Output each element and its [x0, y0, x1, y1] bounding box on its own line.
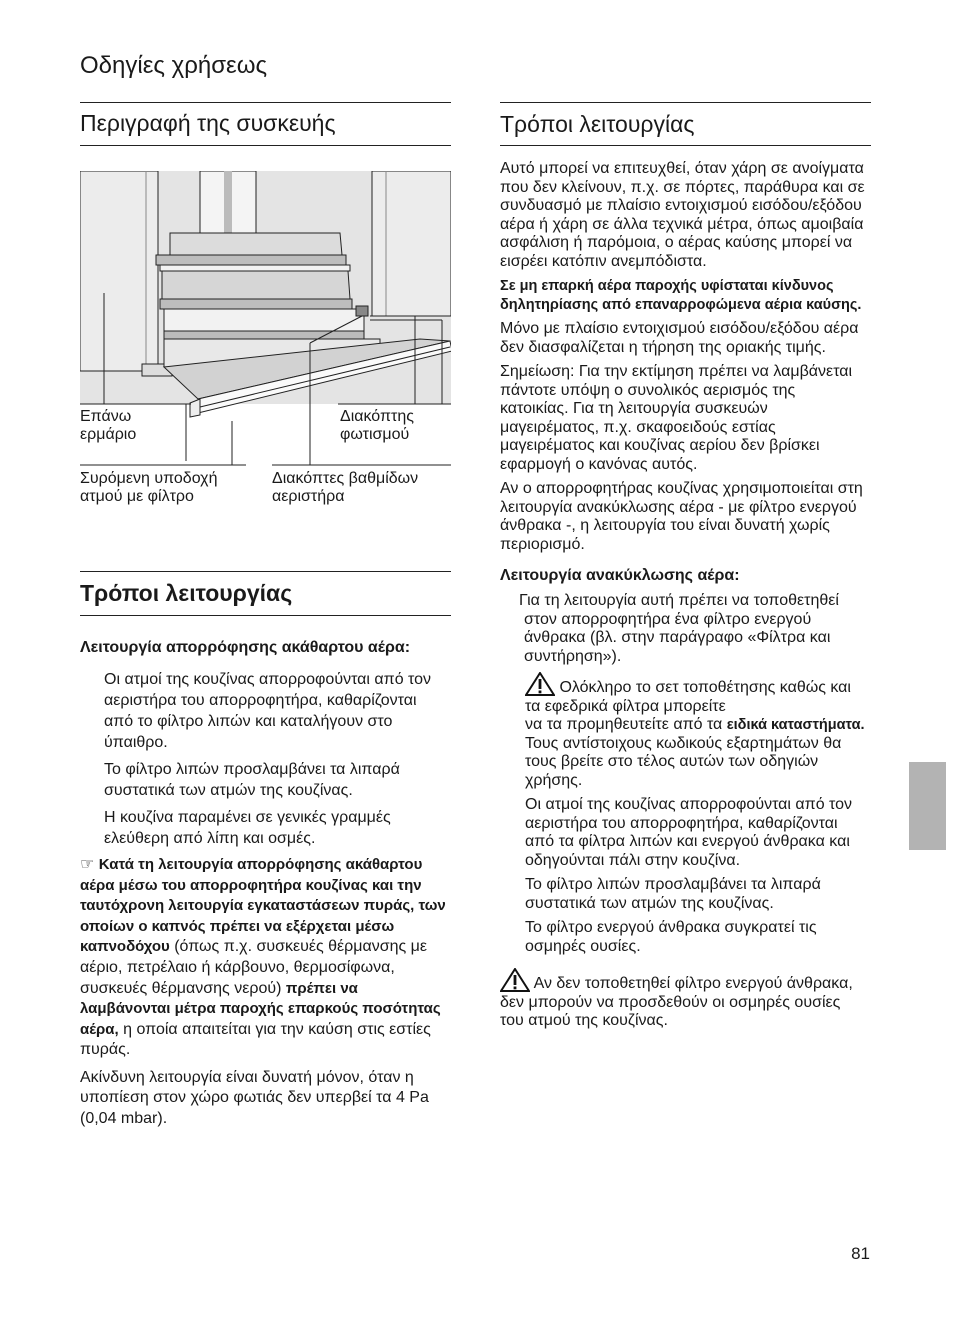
kit-text-part: Ολόκληρο το σετ τοποθέτησης καθώς και τα εφεδρικά φίλτρα μπορείτε: [525, 679, 851, 715]
chapter-tab: [909, 762, 946, 850]
kit-note: [500, 672, 868, 956]
paragraph: Μόνο με πλαίσιο εντοιχισμού εισόδου/εξόδου αέρα δεν διασφαλίζεται η τήρηση της οριακής τιμής.: [500, 320, 859, 356]
page-title: Οδηγίες χρήσεως: [80, 52, 268, 79]
label-light-switch: [340, 408, 414, 444]
label-upper-cabinet: [80, 408, 136, 444]
paragraph: Αυτό μπορεί να επιτευχθεί, όταν χάρη σε ανοίγματα που δεν κλείνουν, π.χ. σε πόρτες, παράθυρα και σε συνδυασμό με πλαίσιο εντοιχισμού εισόδου/εξόδου αέρα ή χάρη σε άλλα τεχνικά μέτρα, όπως αμοιβαία ασφάλιση ή παρόμοια, ο αέρας καύσης μπορεί να εισρέει κατόπιν ανεμπόδιστα.: [500, 160, 865, 270]
note-bold: Κατά τη λειτουργία απορρόφησης ακάθαρτου αέρα μέσω του απορροφητήρα κουζίνας και την ταυτόχρονη λειτουργία εγκαταστάσεων πυράς, των οποίων ο καπνός πρέπει να εξέρχεται μέσω καπνοδόχου: [80, 856, 446, 956]
appliance-illustration: [80, 171, 451, 591]
divider: [80, 145, 451, 146]
kit-text-part: να τα προμηθευτείτε από τα: [525, 716, 727, 733]
exhaust-paragraph: Η κουζίνα παραμένει σε γενικές γραμμές ελεύθερη από λίπη και οσμές.: [104, 809, 391, 847]
note-bold: πρέπει να λαμβάνονται μέτρα παροχής επαρκούς ποσότητας αέρα,: [80, 979, 441, 1038]
label-line: ατμού με φίλτρο: [80, 488, 194, 505]
exhaust-heading: Λειτουργία απορρόφησης ακάθαρτου αέρα:: [80, 639, 411, 656]
note-text: η οποία απαιτείται για την καύση στις εστίες πυράς.: [80, 1020, 431, 1059]
label-fan-switches: [272, 470, 418, 506]
divider: [80, 571, 451, 572]
divider: [80, 615, 451, 616]
paragraph: Σημείωση: Για την εκτίμηση πρέπει να λαμβάνεται πάντοτε υπόψη ο συνολικός αερισμός της κατοικίας. Για τη λειτουργία συσκευών μαγειρέματος, π.χ. σκαφοειδούς εστίας μαγειρέματος και κουζίνας αερίου δεν βρίσκει εφαρμογή ο κανόνας αυτός.: [500, 363, 853, 473]
label-line: ερμάριο: [80, 426, 137, 443]
poisoning-warning: Σε μη επαρκή αέρα παροχής υφίσταται κίνδυνος δηλητηρίασης από επαναρροφώμενα αέρια καύσης.: [500, 278, 862, 313]
warning-triangle-icon: [500, 968, 530, 992]
divider: [500, 102, 871, 103]
paragraph: Το φίλτρο λιπών προσλαμβάνει τα λιπαρά συστατικά των ατμών της κουζίνας.: [525, 876, 821, 912]
label-line: Διακόπτης: [340, 408, 414, 425]
exhaust-paragraph: Οι ατμοί της κουζίνας απορροφούνται από τον αεριστήρα του απορροφητήρα, καθαρίζονται από το φίλτρο λιπών και καταλήγουν στο ύπαιθρο.: [104, 671, 432, 751]
label-line: αεριστήρα: [272, 488, 345, 505]
note-text: (όπως π.χ. συσκευές θέρμανσης με αέριο, πετρέλαιο ή κάρβουνο, θερμοσίφωνα, συσκευές θέρμανσης νερού): [80, 938, 428, 997]
paragraph: Το φίλτρο ενεργού άνθρακα συγκρατεί τις οσμηρές ουσίες.: [525, 919, 817, 955]
label-line: φωτισμού: [340, 426, 410, 443]
kit-text-bold: ειδικά καταστήματα.: [726, 717, 865, 733]
kit-text: [525, 716, 868, 735]
section-title-operation: Τρόποι λειτουργίας: [80, 580, 293, 606]
kit-text: [525, 672, 868, 716]
label-steam-tray: [80, 470, 217, 506]
divider: [500, 145, 871, 146]
label-line: Συρόμενη υποδοχή: [80, 470, 218, 487]
section-title-operation-right: Τρόποι λειτουργίας: [500, 111, 695, 137]
paragraph: Οι ατμοί της κουζίνας απορροφούνται από τον αεριστήρα του απορροφητήρα, καθαρίζονται από τα φίλτρα λιπών και ενεργού άνθρακα και οδηγούνται πάλι στην κουζίνα.: [525, 796, 853, 869]
recirculation-heading: Λειτουργία ανακύκλωσης αέρα:: [500, 567, 740, 584]
exhaust-paragraph: Το φίλτρο λιπών προσλαμβάνει τα λιπαρά συστατικά των ατμών της κουζίνας.: [104, 761, 400, 799]
safety-note: [80, 855, 450, 1061]
paragraph: Αν ο απορροφητήρας κουζίνας χρησιμοποιείται στη λειτουργία ανακύκλωσης αέρα - με φίλτρο ενεργού άνθρακα -, η λειτουργία του είναι δυνατή χωρίς περιορισμό.: [500, 480, 863, 553]
label-line: Διακόπτες βαθμίδων: [272, 470, 419, 487]
hand-pointer-icon: ☞: [80, 856, 95, 873]
paragraph: Για τη λειτουργία αυτή πρέπει να τοποθετηθεί στον απορροφητήρα ένα φίλτρο ενεργού άνθρακα (βλ. στην παράγραφο «Φίλτρα και συντήρηση»).: [519, 592, 839, 665]
page-number: 81: [851, 1244, 870, 1263]
right-text-block: [500, 160, 868, 1031]
divider: [80, 102, 451, 103]
final-warning: [500, 968, 868, 1031]
warning-triangle-icon: [525, 672, 555, 696]
left-text-block: [80, 638, 450, 1129]
final-warning-text: Αν δεν τοποθετηθεί φίλτρο ενεργού άνθρακα, δεν μπορούν να προσδεθούν οι οσμηρές ουσίες του ατμού της κουζίνας.: [500, 975, 853, 1029]
section-title-description: Περιγραφή της συσκευής: [80, 110, 336, 136]
label-line: Επάνω: [80, 408, 132, 425]
kit-text: Τους αντίστοιχους κωδικούς εξαρτημάτων θα τους βρείτε στο τέλος αυτών των οδηγιών χρήσης.: [525, 734, 842, 789]
safe-operation-text: Ακίνδυνη λειτουργία είναι δυνατή μόνον, όταν η υποπίεση στον χώρο φωτιάς δεν υπερβεί τα 4 Pa (0,04 mbar).: [80, 1068, 429, 1127]
